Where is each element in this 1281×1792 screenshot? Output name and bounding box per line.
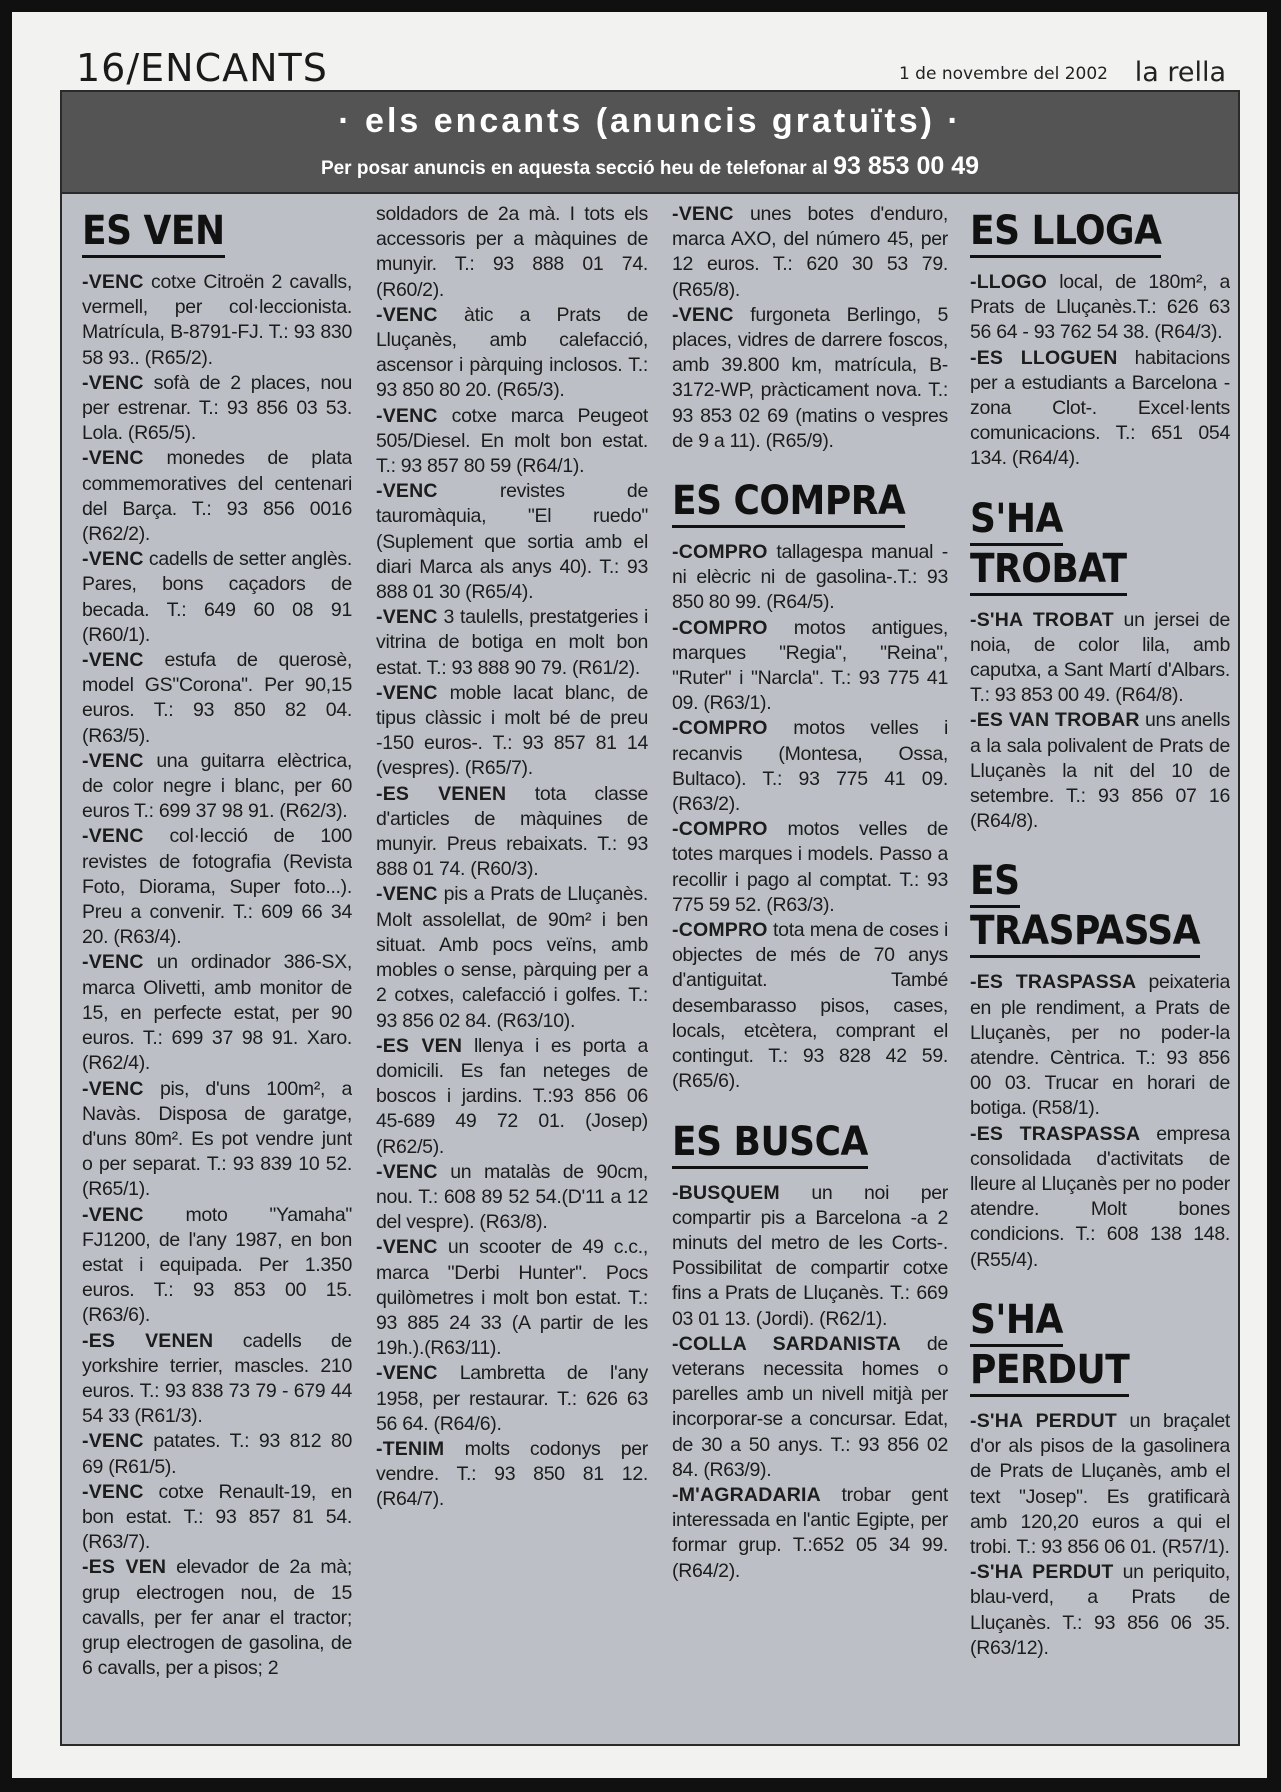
ad-keyword: -VENC — [82, 548, 144, 571]
ad-keyword: -ES LLOGUEN — [970, 346, 1118, 369]
heading-sha-perdut — [970, 1295, 1230, 1395]
ad-text: tota mena de coses i objectes de més de 70 anys d'antiguitat. També desembarasso pisos, cases, locals, etcètera, comprant el contingut. T.: 93 828 42 59. (R65/6). — [672, 919, 948, 1093]
ad-keyword: -VENC — [672, 303, 734, 326]
ad-keyword: -VENC — [376, 883, 438, 906]
ad-text: un scooter de 49 c.c., marca "Derbi Hunter". Pocs quilòmetres i molt bon estat. T.: 93 885 24 33 (A partir de les 19h.).(R63/11). — [376, 1236, 648, 1360]
heading-es-busca — [672, 1117, 948, 1167]
classified-ad — [82, 446, 352, 547]
classified-ad — [376, 1361, 648, 1437]
ad-list — [970, 970, 1230, 1272]
heading-text: S'HA PERDUT — [970, 1297, 1129, 1397]
ad-text: pis, d'uns 100m², a Navàs. Disposa de garatge, d'uns 80m². Es pot vendre junt o per separat. T.: 93 839 10 52. (R65/1). — [82, 1077, 352, 1201]
heading-text: ES TRASPASSA — [970, 858, 1200, 958]
ad-list — [672, 202, 948, 454]
classified-ad — [82, 950, 352, 1076]
heading-text: ES COMPRA — [672, 478, 905, 528]
classified-ad — [672, 303, 948, 454]
ad-list — [376, 202, 648, 1513]
classified-ad — [82, 1429, 352, 1479]
heading-text: S'HA TROBAT — [970, 496, 1127, 596]
heading-text: ES LLOGA — [970, 208, 1161, 258]
column-4 — [970, 202, 1230, 1732]
ad-list — [82, 270, 352, 1681]
ad-keyword: -ES VENEN — [376, 782, 507, 805]
classified-ad — [672, 918, 948, 1094]
ad-keyword: -COMPRO — [672, 616, 768, 639]
classified-ad — [672, 202, 948, 303]
classified-ad — [82, 1203, 352, 1329]
section-title: · els encants (anuncis gratuïts) · — [338, 102, 962, 140]
ad-keyword: -ES VEN — [376, 1034, 463, 1057]
ad-keyword: -VENC — [82, 749, 144, 772]
ad-text: elevador de 2a mà; grup electrogen nou, de 15 cavalls, per fer anar el tractor; grup electrogen de gasolina, de 6 cavalls, per a pisos; 2 — [82, 1556, 352, 1680]
classified-ad — [376, 479, 648, 605]
ad-text: monedes de plata commemoratives del centenari del Barça. T.: 93 856 0016 (R62/2). — [82, 447, 352, 546]
ad-text: motos velles i recanvis (Montesa, Ossa, Bultaco). T.: 93 775 41 09.(R63/2). — [672, 717, 948, 816]
ad-keyword: -VENC — [82, 271, 144, 293]
classified-ad — [82, 547, 352, 648]
section-banner — [62, 92, 1238, 194]
classified-ad — [970, 970, 1230, 1121]
ad-keyword: -COMPRO — [672, 919, 768, 942]
ad-text: molts codonys per vendre. T.: 93 850 81 12. (R64/7). — [376, 1437, 648, 1511]
ad-text: un ordinador 386-SX, marca Olivetti, amb monitor de 15, en perfecte estat, per 90 euros. T.: 699 37 98 91. Xaro. (R62/4). — [82, 951, 352, 1075]
ad-text: empresa consolidada d'activitats de lleure al Lluçanès per no poder atendre. Molt bones condicions. T.: 608 138 148. (R55/4). — [970, 1122, 1230, 1271]
ad-text: un jersei de noia, de color lila, amb caputxa, a Sant Martí d'Albars. T.: 93 853 00 49. (R64/8). — [970, 608, 1230, 707]
classified-ad — [82, 371, 352, 447]
ad-keyword: -S'HA TROBAT — [970, 608, 1114, 631]
ad-keyword: -S'HA PERDUT — [970, 1561, 1114, 1584]
ad-keyword: -VENC — [376, 404, 438, 427]
classified-ad — [376, 1160, 648, 1236]
heading-es-ven — [82, 206, 352, 256]
classified-ad — [970, 608, 1230, 709]
classified-ad — [672, 1181, 948, 1332]
ad-text: un periquito, blau-verd, a Prats de Lluçanès. T.: 93 856 06 35. (R63/12). — [970, 1561, 1230, 1659]
classified-ad — [970, 270, 1230, 346]
ad-text: habitacions per a estudiants a Barcelona -zona Clot-. Excel·lents comunicacions. T.: 651 054 134. (R64/4). — [970, 346, 1230, 470]
classified-ad — [82, 824, 352, 950]
classified-ad — [376, 303, 648, 404]
ad-text: furgoneta Berlingo, 5 places, vidres de darrere foscos, amb 39.800 km, matrícula, B-3172-WP, pràcticament nova. T.: 93 853 02 69 (matins o vespres de 9 a 11). (R65/9). — [672, 303, 948, 452]
ad-text: una guitarra elèctrica, de color negre i blanc, per 60 euros T.: 699 37 98 91. (R62/3). — [82, 749, 352, 823]
classified-ad — [672, 1332, 948, 1483]
newspaper-page — [12, 12, 1267, 1778]
classified-ad — [376, 782, 648, 883]
ad-text: 3 taulells, prestatgeries i vitrina de botiga en molt bon estat. T.: 93 888 90 79. (R61/2). — [376, 606, 648, 679]
ad-keyword: -VENC — [376, 480, 438, 503]
ad-keyword: -LLOGO — [970, 271, 1048, 293]
page-header — [68, 42, 1228, 94]
classified-ad — [82, 270, 352, 371]
ad-text: tallagespa manual -ni elècric ni de gasolina-.T.: 93 850 80 99. (R64/5). — [672, 541, 948, 614]
column-1 — [82, 202, 352, 1732]
heading-es-compra — [672, 476, 948, 526]
heading-sha-trobat — [970, 494, 1230, 594]
subtitle-text: Per posar anuncis en aquesta secció heu de telefonar al — [320, 158, 828, 179]
classified-ad — [376, 202, 648, 303]
classified-ad — [376, 1437, 648, 1513]
ad-keyword: -VENC — [376, 681, 438, 704]
ad-text: patates. T.: 93 812 80 69 (R61/5). — [82, 1430, 352, 1478]
ad-text: unes botes d'enduro, marca AXO, del número 45, per 12 euros. T.: 620 30 53 79. (R65/8). — [672, 203, 948, 301]
ad-keyword: -VENC — [82, 1203, 144, 1226]
ad-text: estufa de querosè, model GS"Corona". Per 90,15 euros. T.: 93 850 82 04. (R63/5). — [82, 649, 352, 747]
ad-keyword: -COMPRO — [672, 717, 768, 740]
ad-keyword: -VENC — [82, 825, 144, 848]
classified-ad — [672, 540, 948, 616]
ad-text: motos antigues, marques "Regia", "Reina", "Ruter" i "Narcla". T.: 93 775 41 09. (R63/1). — [672, 616, 948, 715]
ad-text: cadells de yorkshire terrier, mascles. 210 euros. T.: 93 838 73 79 - 679 44 54 33 (R61/3). — [82, 1329, 352, 1428]
ad-text: peixateria en ple rendiment, a Prats de Lluçanès, per no poder-la atendre. Cèntrica. T.: 93 856 00 03. Trucar en horari de botiga. (R58/1). — [970, 971, 1230, 1120]
classified-ad — [82, 1480, 352, 1556]
ad-text: un matalàs de 90cm, nou. T.: 608 89 52 54.(D'11 a 12 del vespre). (R63/8). — [376, 1160, 648, 1234]
ad-list — [970, 270, 1230, 472]
ad-text: Lambretta de l'any 1958, per restaurar. T.: 626 63 56 64. (R64/6). — [376, 1362, 648, 1435]
issue-date: 1 de novembre del 2002 — [898, 64, 1108, 84]
ad-text: local, de 180m², a Prats de Lluçanès.T.: 626 63 56 64 - 93 762 54 38. (R64/3). — [970, 271, 1230, 344]
ad-text: soldadors de 2a mà. I tots els accessoris per a màquines de munyir. T.: 93 888 01 74. (R60/2). — [376, 203, 648, 301]
classified-ad — [376, 882, 648, 1033]
classified-ad — [970, 1560, 1230, 1661]
ad-list — [970, 608, 1230, 835]
publication-name: la rella — [1134, 57, 1226, 88]
classified-ad — [970, 346, 1230, 472]
heading-text: ES BUSCA — [672, 1119, 868, 1169]
ad-keyword: -VENC — [82, 1430, 144, 1453]
heading-es-lloga — [970, 206, 1230, 256]
ad-text: de veterans necessita homes o parelles amb un nivell mitjà per incorporar-se a concursar. Edat, de 30 a 50 anys. T.: 93 856 02 84. (R63/9). — [672, 1332, 948, 1481]
classified-ad — [376, 605, 648, 681]
ad-keyword: -VENC — [82, 1077, 144, 1100]
ad-keyword: -VENC — [376, 1160, 438, 1183]
ad-text: cotxe Renault-19, en bon estat. T.: 93 857 81 54. (R63/7). — [82, 1480, 352, 1554]
column-3 — [672, 202, 948, 1732]
ad-text: revistes de tauromàquia, "El ruedo" (Suplement que sortia amb el diari Marca als anys 40). T.: 93 888 01 30 (R65/4). — [376, 480, 648, 604]
ad-text: un noi per compartir pis a Barcelona -a 2 minuts del metro de les Corts-. Possibilitat de compartir cotxe fins a Prats de Lluçanès. T.: 669 03 01 13. (Jordi). (R62/1). — [672, 1181, 948, 1330]
ad-list — [672, 1181, 948, 1584]
ad-text: moble lacat blanc, de tipus clàssic i molt bé de preu -150 euros-. T.: 93 857 81 14 (vespres). (R65/7). — [376, 681, 648, 780]
classified-ad — [970, 1122, 1230, 1273]
ad-text: tota classe d'articles de màquines de munyir. Preus rebaixats. T.: 93 888 01 74. (R60/3). — [376, 782, 648, 881]
classified-ad — [82, 1555, 352, 1681]
ad-text: uns anells a la sala polivalent de Prats de Lluçanès la nit del 10 de setembre. T.: 93 856 07 16 (R64/8). — [970, 709, 1230, 833]
ad-keyword: -VENC — [376, 303, 438, 326]
classified-ad — [672, 1483, 948, 1584]
ad-text: un braçalet d'or als pisos de la gasolinera de Prats de Lluçanès, amb el text "Josep". Es gratificarà amb 120,20 euros a qui el trobi. T.: 93 856 06 01. (R57/1). — [970, 1409, 1230, 1558]
ad-keyword: -COLLA SARDANISTA — [672, 1332, 901, 1355]
classified-ad — [376, 1034, 648, 1160]
ad-keyword: -M'AGRADARIA — [672, 1483, 821, 1506]
ad-keyword: -BUSQUEM — [672, 1181, 780, 1204]
contact-phone: 93 853 00 49 — [833, 152, 980, 180]
ad-text: sofà de 2 places, nou per estrenar. T.: 93 856 03 53. Lola. (R65/5). — [82, 371, 352, 445]
classified-ad — [672, 616, 948, 717]
ad-text: moto "Yamaha" FJ1200, de l'any 1987, en bon estat i equipada. Per 1.350 euros. T.: 93 853 00 15. (R63/6). — [82, 1203, 352, 1327]
classified-ad — [82, 749, 352, 825]
ad-text: cotxe marca Peugeot 505/Diesel. En molt bon estat. T.: 93 857 80 59 (R64/1). — [376, 404, 648, 478]
ad-keyword: -ES TRASPASSA — [970, 1122, 1141, 1145]
ad-text: trobar gent interessada en l'antic Egipte, per formar grup. T.:652 05 34 99. (R64/2). — [672, 1483, 948, 1582]
ad-keyword: -VENC — [672, 203, 734, 225]
ad-text: motos velles de totes marques i models. Passo a recollir i pago al comptat. T.: 93 775 59 52. (R63/3). — [672, 818, 948, 916]
ad-keyword: -TENIM — [376, 1437, 445, 1460]
ad-text: cotxe Citroën 2 cavalls, vermell, per col·leccionista. Matrícula, B-8791-FJ. T.: 93 830 58 93.. (R65/2). — [82, 271, 352, 369]
ad-keyword: -VENC — [376, 1362, 438, 1385]
classified-ad — [376, 681, 648, 782]
ad-keyword: -COMPRO — [672, 818, 768, 841]
ad-keyword: -ES VAN TROBAR — [970, 709, 1140, 732]
classified-ad — [970, 1409, 1230, 1560]
classified-ad — [82, 1329, 352, 1430]
ad-keyword: -COMPRO — [672, 541, 768, 564]
ad-text: àtic a Prats de Lluçanès, amb calefacció, ascensor i pàrquing inclosos. T.: 93 850 80 20. (R65/3). — [376, 303, 648, 402]
ad-keyword: -ES VEN — [82, 1556, 167, 1579]
classified-ad — [376, 1235, 648, 1361]
classified-ad — [970, 708, 1230, 834]
classifieds-section — [60, 90, 1240, 1746]
ad-list — [970, 1409, 1230, 1661]
heading-es-traspassa — [970, 856, 1230, 956]
classified-ad — [672, 817, 948, 918]
ad-keyword: -VENC — [82, 649, 144, 672]
ad-keyword: -VENC — [376, 606, 438, 629]
ad-text: pis a Prats de Lluçanès. Molt assolellat, de 90m² i ben situat. Amb pocs veïns, amb mobles o sense, pàrquing per a 2 cotxes, calefacció i golfes. T.: 93 856 02 84. (R63/10). — [376, 883, 648, 1032]
ad-text: llenya i es porta a domicili. Es fan neteges de boscos i jardins. T.:93 856 06 45-689 49 72 01. (Josep) (R62/5). — [376, 1034, 648, 1158]
column-2 — [376, 202, 648, 1732]
ad-keyword: -VENC — [82, 371, 144, 394]
ad-keyword: -S'HA PERDUT — [970, 1409, 1117, 1432]
ad-text: col·lecció de 100 revistes de fotografia (Revista Foto, Diorama, Super foto...). Preu a convenir. T.: 609 66 34 20. (R63/4). — [82, 825, 352, 949]
classified-ad — [82, 648, 352, 749]
ad-text: cadells de setter anglès. Pares, bons caçadors de becada. T.: 649 60 08 91 (R60/1). — [82, 548, 352, 646]
ad-keyword: -ES VENEN — [82, 1329, 214, 1352]
heading-text: ES VEN — [82, 208, 225, 258]
classified-ad — [82, 1077, 352, 1203]
ad-keyword: -ES TRASPASSA — [970, 971, 1137, 994]
classified-ad — [672, 716, 948, 817]
ad-keyword: -VENC — [82, 951, 144, 974]
classified-ad — [376, 404, 648, 480]
ad-keyword: -VENC — [376, 1236, 438, 1259]
section-subtitle — [62, 152, 1238, 181]
ad-keyword: -VENC — [82, 1480, 144, 1503]
page-title: 16/ENCANTS — [76, 46, 328, 90]
ad-keyword: -VENC — [82, 447, 144, 470]
ad-list — [672, 540, 948, 1094]
